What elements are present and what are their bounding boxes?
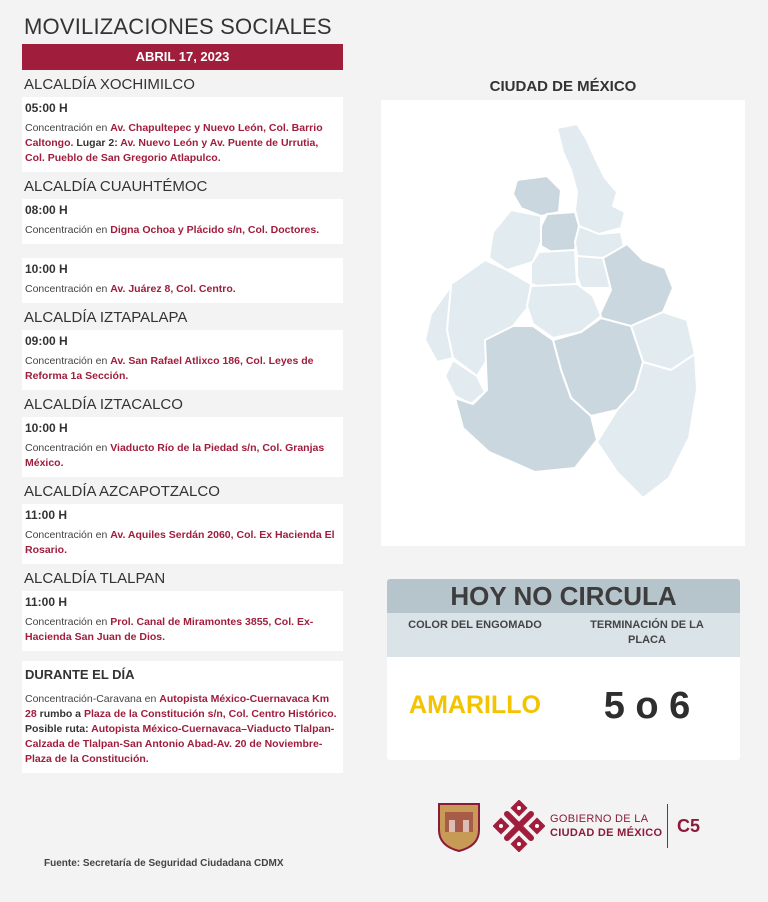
event-card xyxy=(22,330,343,390)
event-text: Concentración en xyxy=(25,616,111,628)
event-description xyxy=(25,354,338,384)
hnc-subheader xyxy=(387,613,740,657)
event-card xyxy=(22,661,343,773)
location-text: Av. San Rafael Atlixco 186, Col. Leyes de Reforma 1a Sección. xyxy=(25,355,314,382)
col-header-plate: TERMINACIÓN DE LA PLACA xyxy=(590,619,704,646)
location-text: Plaza de la Constitución s/n, Col. Centro Histórico. xyxy=(83,708,337,720)
event-text: Concentración en xyxy=(25,283,111,295)
event-time: 11:00 H xyxy=(25,595,68,609)
event-text: Concentración en xyxy=(25,224,111,236)
event-card xyxy=(22,258,343,303)
hnc-title: HOY NO CIRCULA xyxy=(387,579,740,613)
event-time: 10:00 H xyxy=(25,421,68,435)
date-banner: ABRIL 17, 2023 xyxy=(22,44,343,70)
location-text: Autopista México-Cuernavaca Km 28 xyxy=(25,693,330,720)
alcaldia-heading: ALCALDÍA IZTAPALAPA xyxy=(24,309,188,326)
hoy-no-circula-panel xyxy=(387,579,740,760)
map-title: CIUDAD DE MÉXICO xyxy=(489,78,637,95)
map-region-azcapotzalco xyxy=(513,176,561,216)
alcaldia-heading: ALCALDÍA AZCAPOTZALCO xyxy=(24,483,220,500)
event-time: 11:00 H xyxy=(25,508,68,522)
event-description xyxy=(25,223,338,238)
plate-ending-value: 5 o 6 xyxy=(603,685,691,727)
sticker-color-value: AMARILLO xyxy=(409,691,541,719)
event-time: 05:00 H xyxy=(25,101,68,115)
event-text: Concentración-Caravana en xyxy=(25,693,160,705)
event-time: DURANTE EL DÍA xyxy=(25,667,135,682)
source-note: Fuente: Secretaría de Seguridad Ciudadana CDMX xyxy=(44,858,284,869)
location-text: Autopista México-Cuernavaca–Viaducto Tlalpan-Calzada de Tlalpan-San Antonio Abad-Av. 20 de Noviembre-Plaza de la Constitución. xyxy=(25,723,335,765)
alcaldia-heading: ALCALDÍA XOCHIMILCO xyxy=(24,76,195,93)
cdmx-shield-icon xyxy=(437,800,481,852)
event-description xyxy=(25,528,338,558)
c5-logo: C5 xyxy=(677,816,701,836)
event-description xyxy=(25,441,338,471)
event-time: 10:00 H xyxy=(25,262,68,276)
col-header-color: COLOR DEL ENGOMADO xyxy=(408,619,542,631)
location-text: Av. Chapultepec y Nuevo León, Col. Barrio Caltongo. xyxy=(25,122,323,149)
location-text: Viaducto Río de la Piedad s/n, Col. Granjas México. xyxy=(25,442,325,469)
event-card xyxy=(22,417,343,477)
location-text: Av. Juárez 8, Col. Centro. xyxy=(110,283,236,295)
footer-logos xyxy=(437,798,747,854)
event-text: Concentración en xyxy=(25,529,111,541)
event-description xyxy=(25,121,338,166)
event-card xyxy=(22,591,343,651)
gov-logo-text xyxy=(550,812,662,840)
event-text: Posible ruta: xyxy=(25,723,92,735)
logo-divider xyxy=(667,804,668,848)
alcaldia-heading: ALCALDÍA CUAUHTÉMOC xyxy=(24,178,208,195)
event-card xyxy=(22,97,343,172)
location-text: Prol. Canal de Miramontes 3855, Col. Ex-Hacienda San Juan de Dios. xyxy=(25,616,314,643)
event-card xyxy=(22,199,343,244)
gov-line-2: CIUDAD DE MÉXICO xyxy=(550,827,663,839)
event-text: Lugar 2: xyxy=(73,137,121,149)
map-region-cuauhtemoc xyxy=(541,212,579,254)
event-description xyxy=(25,282,338,297)
cdmx-emblem-icon xyxy=(493,800,545,852)
event-card xyxy=(22,504,343,564)
mobilizations-panel xyxy=(22,14,343,777)
location-text: Av. Nuevo León y Av. Puente de Urrutia, Col. Pueblo de San Gregorio Atlapulco. xyxy=(25,137,319,164)
cdmx-map-svg xyxy=(381,100,745,546)
location-text: Digna Ochoa y Plácido s/n, Col. Doctores. xyxy=(110,224,320,236)
gov-line-1: GOBIERNO DE LA xyxy=(550,813,649,825)
event-description xyxy=(25,692,338,767)
cdmx-map xyxy=(381,100,745,546)
alcaldia-heading: ALCALDÍA TLALPAN xyxy=(24,570,166,587)
event-time: 09:00 H xyxy=(25,334,68,348)
sections-list xyxy=(22,76,343,773)
event-description xyxy=(25,615,338,645)
alcaldia-heading: ALCALDÍA IZTACALCO xyxy=(24,396,183,413)
event-text: Concentración en xyxy=(25,122,111,134)
event-text: Concentración en xyxy=(25,355,111,367)
page-title: MOVILIZACIONES SOCIALES xyxy=(24,14,332,39)
event-text: Concentración en xyxy=(25,442,111,454)
location-text: Av. Aquiles Serdán 2060, Col. Ex Hacienda El Rosario. xyxy=(25,529,335,556)
event-text: rumbo a xyxy=(36,708,84,720)
event-time: 08:00 H xyxy=(25,203,68,217)
